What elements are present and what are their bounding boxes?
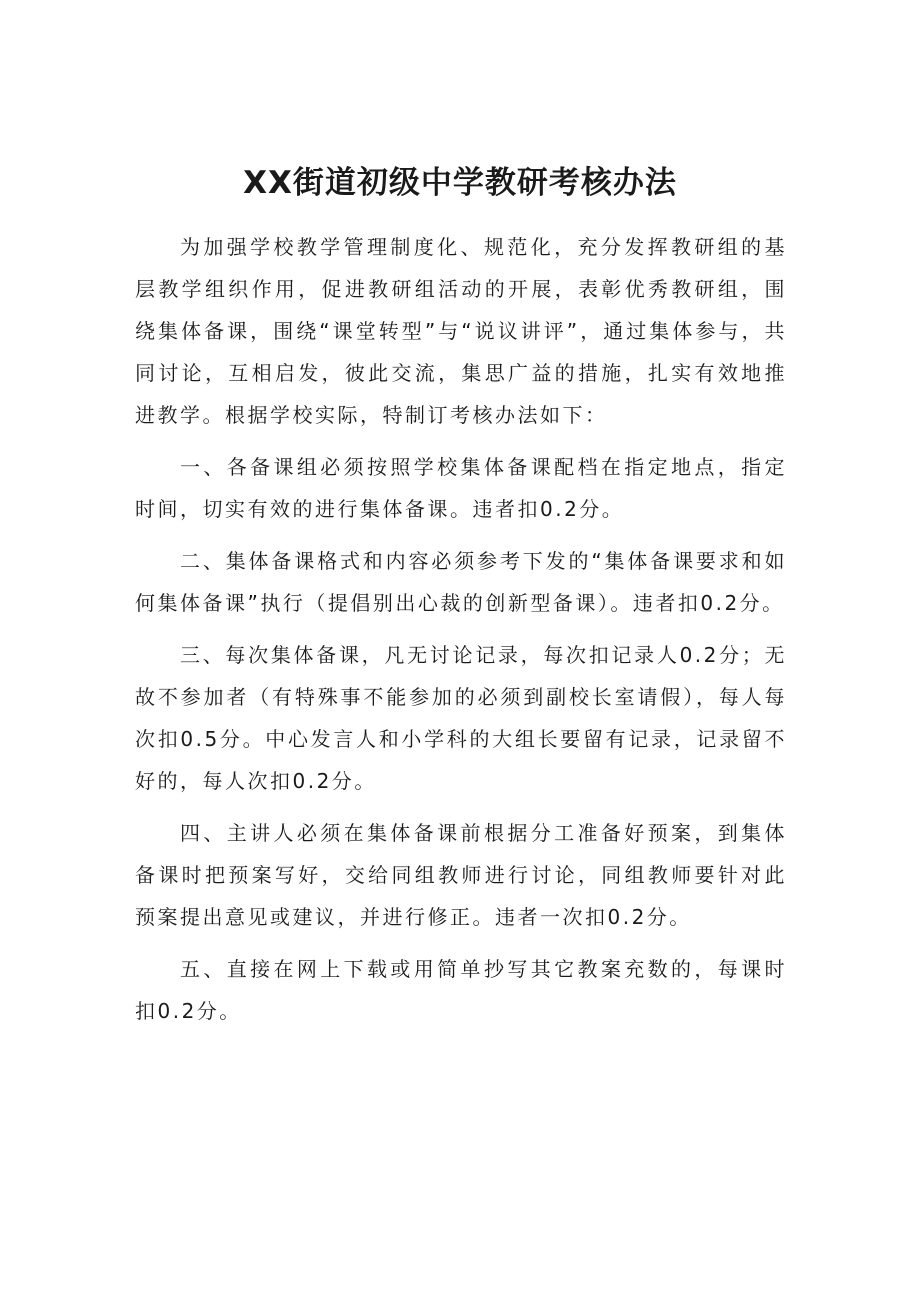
document-body: [135, 226, 787, 1042]
rule-item-2: 二、集体备课格式和内容必须参考下发的“集体备课要求和如何集体备课”执行（提倡别出心裁的创新型备课）。违者扣0.2分。: [135, 549, 787, 615]
document-title: XX街道初级中学教研考核办法: [243, 165, 677, 201]
intro-paragraph: 为加强学校教学管理制度化、规范化，充分发挥教研组的基层教学组织作用，促进教研组活动的开展，表彰优秀教研组，围绕集体备课，围绕“课堂转型”与“说议讲评”，通过集体参与，共同讨论，互相启发，彼此交流，集思广益的措施，扎实有效地推进教学。根据学校实际，特制订考核办法如下：: [135, 235, 787, 427]
rule-item-4: 四、主讲人必须在集体备课前根据分工准备好预案，到集体备课时把预案写好，交给同组教师进行讨论，同组教师要针对此预案提出意见或建议，并进行修正。违者一次扣0.2分。: [135, 821, 787, 929]
rule-item-1: 一、各备课组必须按照学校集体备课配档在指定地点，指定时间，切实有效的进行集体备课。违者扣0.2分。: [135, 455, 787, 521]
rule-item-3: 三、每次集体备课，凡无讨论记录，每次扣记录人0.2分；无故不参加者（有特殊事不能参加的必须到副校长室请假），每人每次扣0.5分。中心发言人和小学科的大组长要留有记录，记录留不好的，每人次扣0.2分。: [135, 643, 787, 793]
rule-item-5: 五、直接在网上下载或用简单抄写其它教案充数的，每课时扣0.2分。: [135, 957, 787, 1023]
